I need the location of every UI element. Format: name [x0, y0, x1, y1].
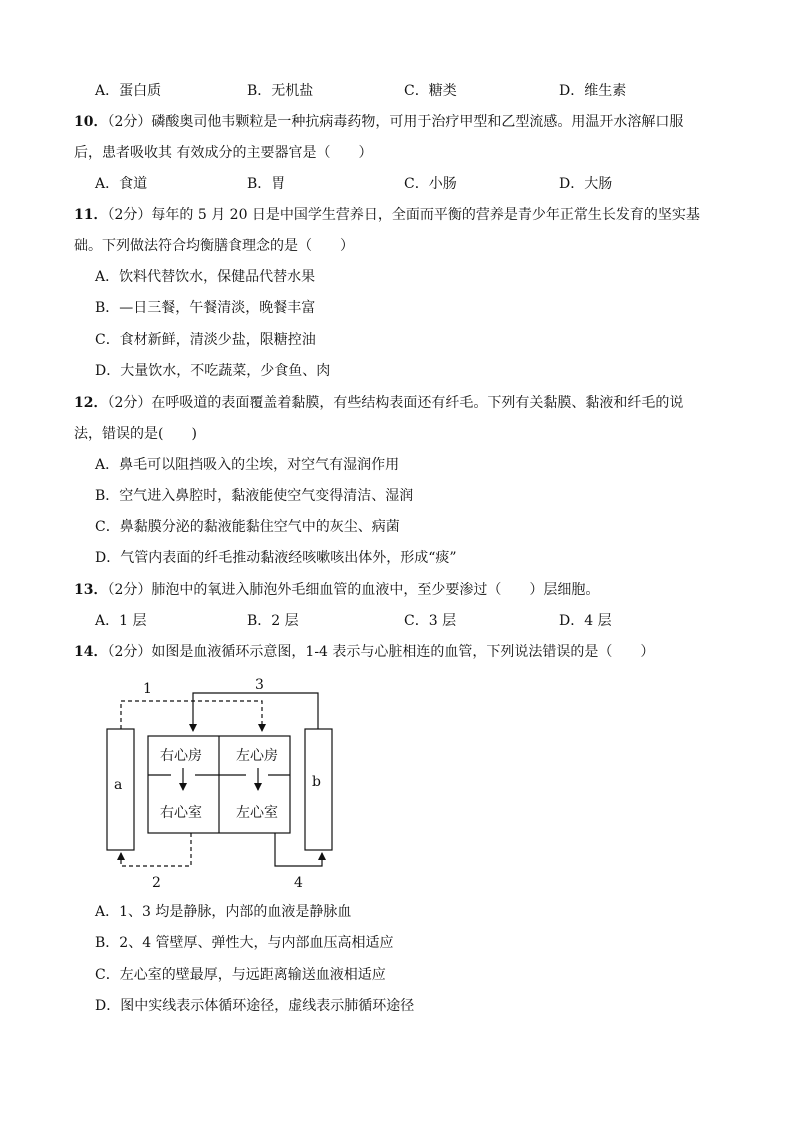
- vessel-label-4: 4: [294, 875, 303, 891]
- q14-text: 如图是血液循环示意图，1-4 表示与心脏相连的血管，下列说法错误的是（ ）: [151, 644, 655, 660]
- q11-option-c[interactable]: C．食材新鲜，清淡少盐，限糖控油: [95, 332, 316, 348]
- q11-text: 每年的 5 月 20 日是中国学生营养日，全面而平衡的营养是青少年正常生长发育的坚实基: [151, 207, 700, 223]
- q12-stem-line2: 法，错误的是( ): [74, 426, 197, 442]
- q13-option-c[interactable]: C．3 层: [404, 613, 457, 629]
- left-atrium-label: 左心房: [236, 748, 278, 764]
- q11-option-a[interactable]: A．饮料代替饮水，保健品代替水果: [95, 269, 316, 285]
- q9-option-c[interactable]: C．糖类: [404, 83, 457, 99]
- q13-option-b[interactable]: B．2 层: [247, 613, 299, 629]
- q14-option-b[interactable]: B．2、4 管壁厚、弹性大，与内部血压高相适应: [95, 935, 394, 951]
- q11-option-b[interactable]: B．—日三餐，午餐清淡，晚餐丰富: [95, 300, 316, 316]
- q10-stem-line2: 后，患者吸收其 有效成分的主要器官是（ ）: [74, 145, 373, 161]
- q10-option-c[interactable]: C．小肠: [404, 176, 457, 192]
- q13-number: 13．: [74, 582, 108, 598]
- q10-option-a[interactable]: A．食道: [95, 176, 148, 192]
- q11-number: 11．: [74, 207, 108, 223]
- q10-text: 磷酸奥司他韦颗粒是一种抗病毒药物，可用于治疗甲型和乙型流感。用温开水溶解口服: [151, 114, 684, 130]
- q11-stem-line2: 础。下列做法符合均衡膳食理念的是（ ）: [74, 238, 354, 254]
- vessel-label-1: 1: [143, 681, 152, 697]
- q12-option-c[interactable]: C．鼻黏膜分泌的黏液能黏住空气中的灰尘、病菌: [95, 519, 400, 535]
- vessel-label-2: 2: [152, 875, 161, 891]
- q12-option-b[interactable]: B．空气进入鼻腔时，黏液能使空气变得清洁、湿润: [95, 488, 414, 504]
- right-atrium-label: 右心房: [160, 748, 202, 764]
- q12-option-a[interactable]: A．鼻毛可以阻挡吸入的尘埃，对空气有湿润作用: [95, 457, 400, 473]
- q12-score: （2分）: [107, 395, 152, 411]
- left-ventricle-label: 左心室: [236, 805, 278, 821]
- q10-option-b[interactable]: B．胃: [247, 176, 286, 192]
- q10-option-d[interactable]: D．大肠: [559, 176, 613, 192]
- q13-option-d[interactable]: D．4 层: [559, 613, 612, 629]
- q11-score: （2分）: [107, 207, 152, 223]
- organ-label-b: b: [312, 774, 321, 790]
- q13-option-a[interactable]: A．1 层: [95, 613, 147, 629]
- q14-option-c[interactable]: C．左心室的壁最厚，与远距离输送血液相适应: [95, 967, 386, 983]
- q12-option-d[interactable]: D．气管内表面的纤毛推动黏液经咳嗽咳出体外，形成“痰”: [95, 550, 457, 566]
- q14-score: （2分）: [107, 644, 152, 660]
- q10-number: 10．: [74, 114, 108, 130]
- organ-label-a: a: [114, 777, 123, 793]
- q10-score: （2分）: [107, 114, 152, 130]
- q11-option-d[interactable]: D．大量饮水，不吃蔬菜，少食鱼、肉: [95, 363, 331, 379]
- q9-option-a[interactable]: A．蛋白质: [95, 83, 162, 99]
- right-ventricle-label: 右心室: [160, 805, 202, 821]
- q9-option-b[interactable]: B．无机盐: [247, 83, 314, 99]
- q12-number: 12．: [74, 395, 108, 411]
- q14-option-d[interactable]: D．图中实线表示体循环途径，虚线表示肺循环途径: [95, 998, 415, 1014]
- q14-number: 14．: [74, 644, 108, 660]
- vessel-1: [121, 701, 262, 731]
- vessel-label-3: 3: [255, 677, 264, 693]
- q13-text: 肺泡中的氧进入肺泡外毛细血管的血液中，至少要渗过（ ）层细胞。: [151, 582, 600, 598]
- q9-option-d[interactable]: D．维生素: [559, 83, 627, 99]
- q13-score: （2分）: [107, 582, 152, 598]
- q12-text: 在呼吸道的表面覆盖着黏膜，有些结构表面还有纤毛。下列有关黏膜、黏液和纤毛的说: [151, 395, 684, 411]
- q14-option-a[interactable]: A．1、3 均是静脉，内部的血液是静脉血: [95, 904, 352, 920]
- vessel-3: [193, 693, 318, 731]
